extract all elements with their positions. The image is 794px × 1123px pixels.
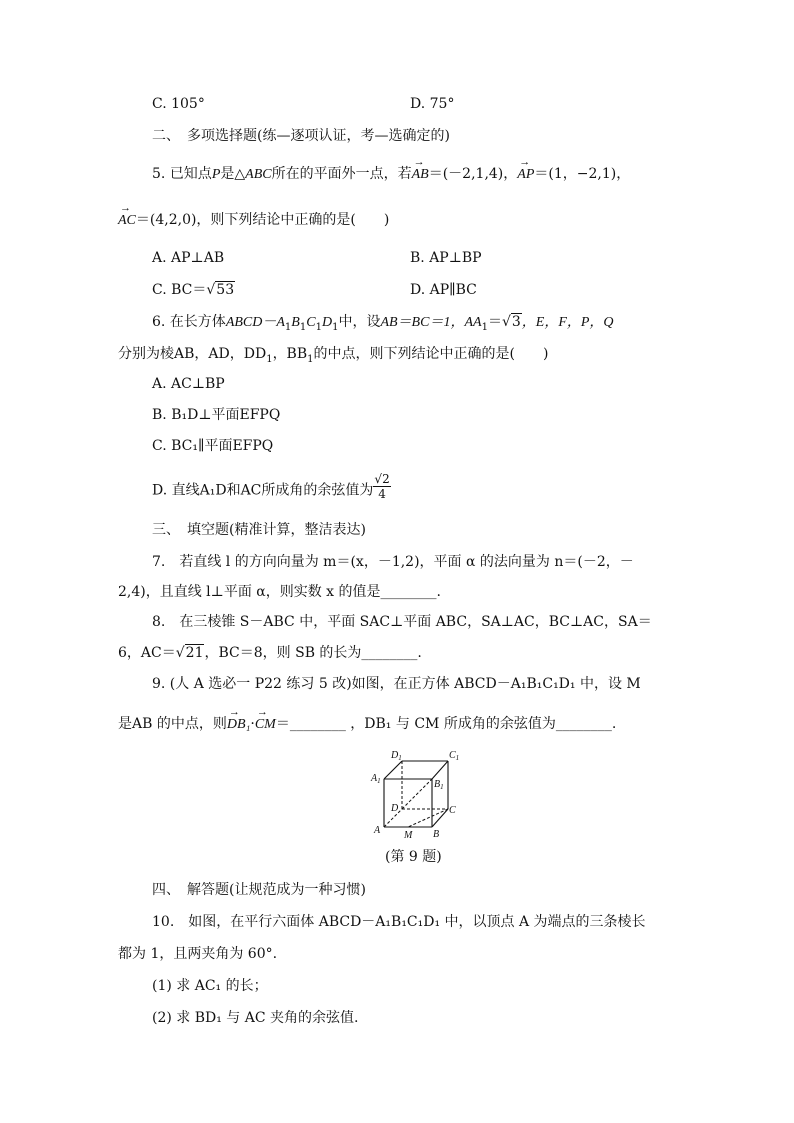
vector-cm: → CM [255,715,276,735]
q6-stem-line1: 6. 在长方体$ABCD-A_1B_1C_1D_1$中，设AB＝BC＝1，$AA_1=√3$，E，F，P，Q [152,314,614,333]
q6-option-a: A. AC⊥BP [152,376,225,392]
vector-ab: → AB [412,165,429,185]
q9-line1: 9. (人 A 选必一 P22 练习 5 改)如图，在正方体 ABCD－A₁B₁C₁D₁ 中，设 M [152,676,641,692]
cube-figure [360,745,470,840]
q8-line1: 8. 在三棱锥 S－ABC 中，平面 SAC⊥平面 ABC，SA⊥AC，BC⊥AC，SA＝ [152,614,652,630]
q10-part1: (1) 求 AC₁ 的长； [152,978,268,994]
q5-option-a: A. AP⊥AB [152,250,225,266]
q9-figure-caption: (第 9 题) [385,849,442,865]
edge-a1-d1 [384,761,402,779]
q5-option-d: D. AP∥BC [410,282,477,298]
q4-option-d: D. 75° [410,96,455,112]
label-c: C [449,805,456,816]
edge-c1-b1 [432,761,448,779]
label-a1: $A_1$ [371,773,381,785]
q5-stem-line1: 5. 已知点P是△ABC所在的平面外一点，若→ AB＝(－2,1,4)，→ AP＝(1，−2,1)， [152,164,630,185]
q10-line1: 10. 如图，在平行六面体 ABCD－A₁B₁C₁D₁ 中，以顶点 A 为端点的三条棱长 [152,914,646,930]
vector-db1: → DB₁ [227,715,251,735]
q6-option-b: B. B₁D⊥平面EFPQ [152,407,281,423]
q7-line1: 7. 若直线 l 的方向向量为 m＝(x，－1,2)，平面 α 的法向量为 n＝(－2，－ [152,554,634,570]
label-b: B [433,829,440,840]
q9-line2: 是AB 的中点，则→ DB₁·→ CM＝________ ，DB₁ 与 CM 所成角的余弦值为________. [118,714,616,735]
q5-option-b: B. AP⊥BP [410,250,482,266]
q4-option-c: C. 105° [152,96,205,112]
label-d1: $D_1$ [391,750,402,762]
section-4-heading: 四、 解答题(让规范成为一种习惯) [152,882,366,898]
q8-line2: 6，AC＝√21，BC＝8，则 SB 的长为________. [118,645,422,661]
vector-ac: → AC [118,211,136,231]
fraction-root2-over-4: $\frac{√2}{4}$ [374,472,390,501]
label-d: D [391,803,399,814]
vector-ap: → AP [517,165,534,185]
edge-c-b [432,809,448,827]
section-2-heading: 二、 多项选择题(练—逐项认证，考—选确定的) [152,128,450,144]
label-b1: $B_1$ [434,779,444,791]
q5-option-c: C. BC＝√53 [152,282,235,298]
q7-line2: 2,4)，且直线 l⊥平面 α，则实数 x 的值是________. [118,584,441,600]
diagonal-d-b1 [402,779,432,809]
q5-stem-line2: → AC＝(4,2,0)，则下列结论中正确的是( ) [118,210,389,231]
label-m: M [404,830,413,840]
q10-line2: 都为 1，且两夹角为 60°. [118,946,278,962]
label-a: A [374,825,381,836]
q6-option-d: D. 直线A₁D和AC所成角的余弦值为 $\frac{√2}{4}$ [152,472,390,501]
section-3-heading: 三、 填空题(精准计算，整洁表达) [152,522,366,538]
label-c1: $C_1$ [449,750,460,762]
q6-option-c: C. BC₁∥平面EFPQ [152,438,274,454]
q6-stem-line2: 分别为棱AB，AD，$DD_1$，$BB_1$的中点，则下列结论中正确的是( ) [118,346,549,365]
q10-part2: (2) 求 BD₁ 与 AC 夹角的余弦值. [152,1010,359,1026]
segment-c-m [408,809,448,827]
